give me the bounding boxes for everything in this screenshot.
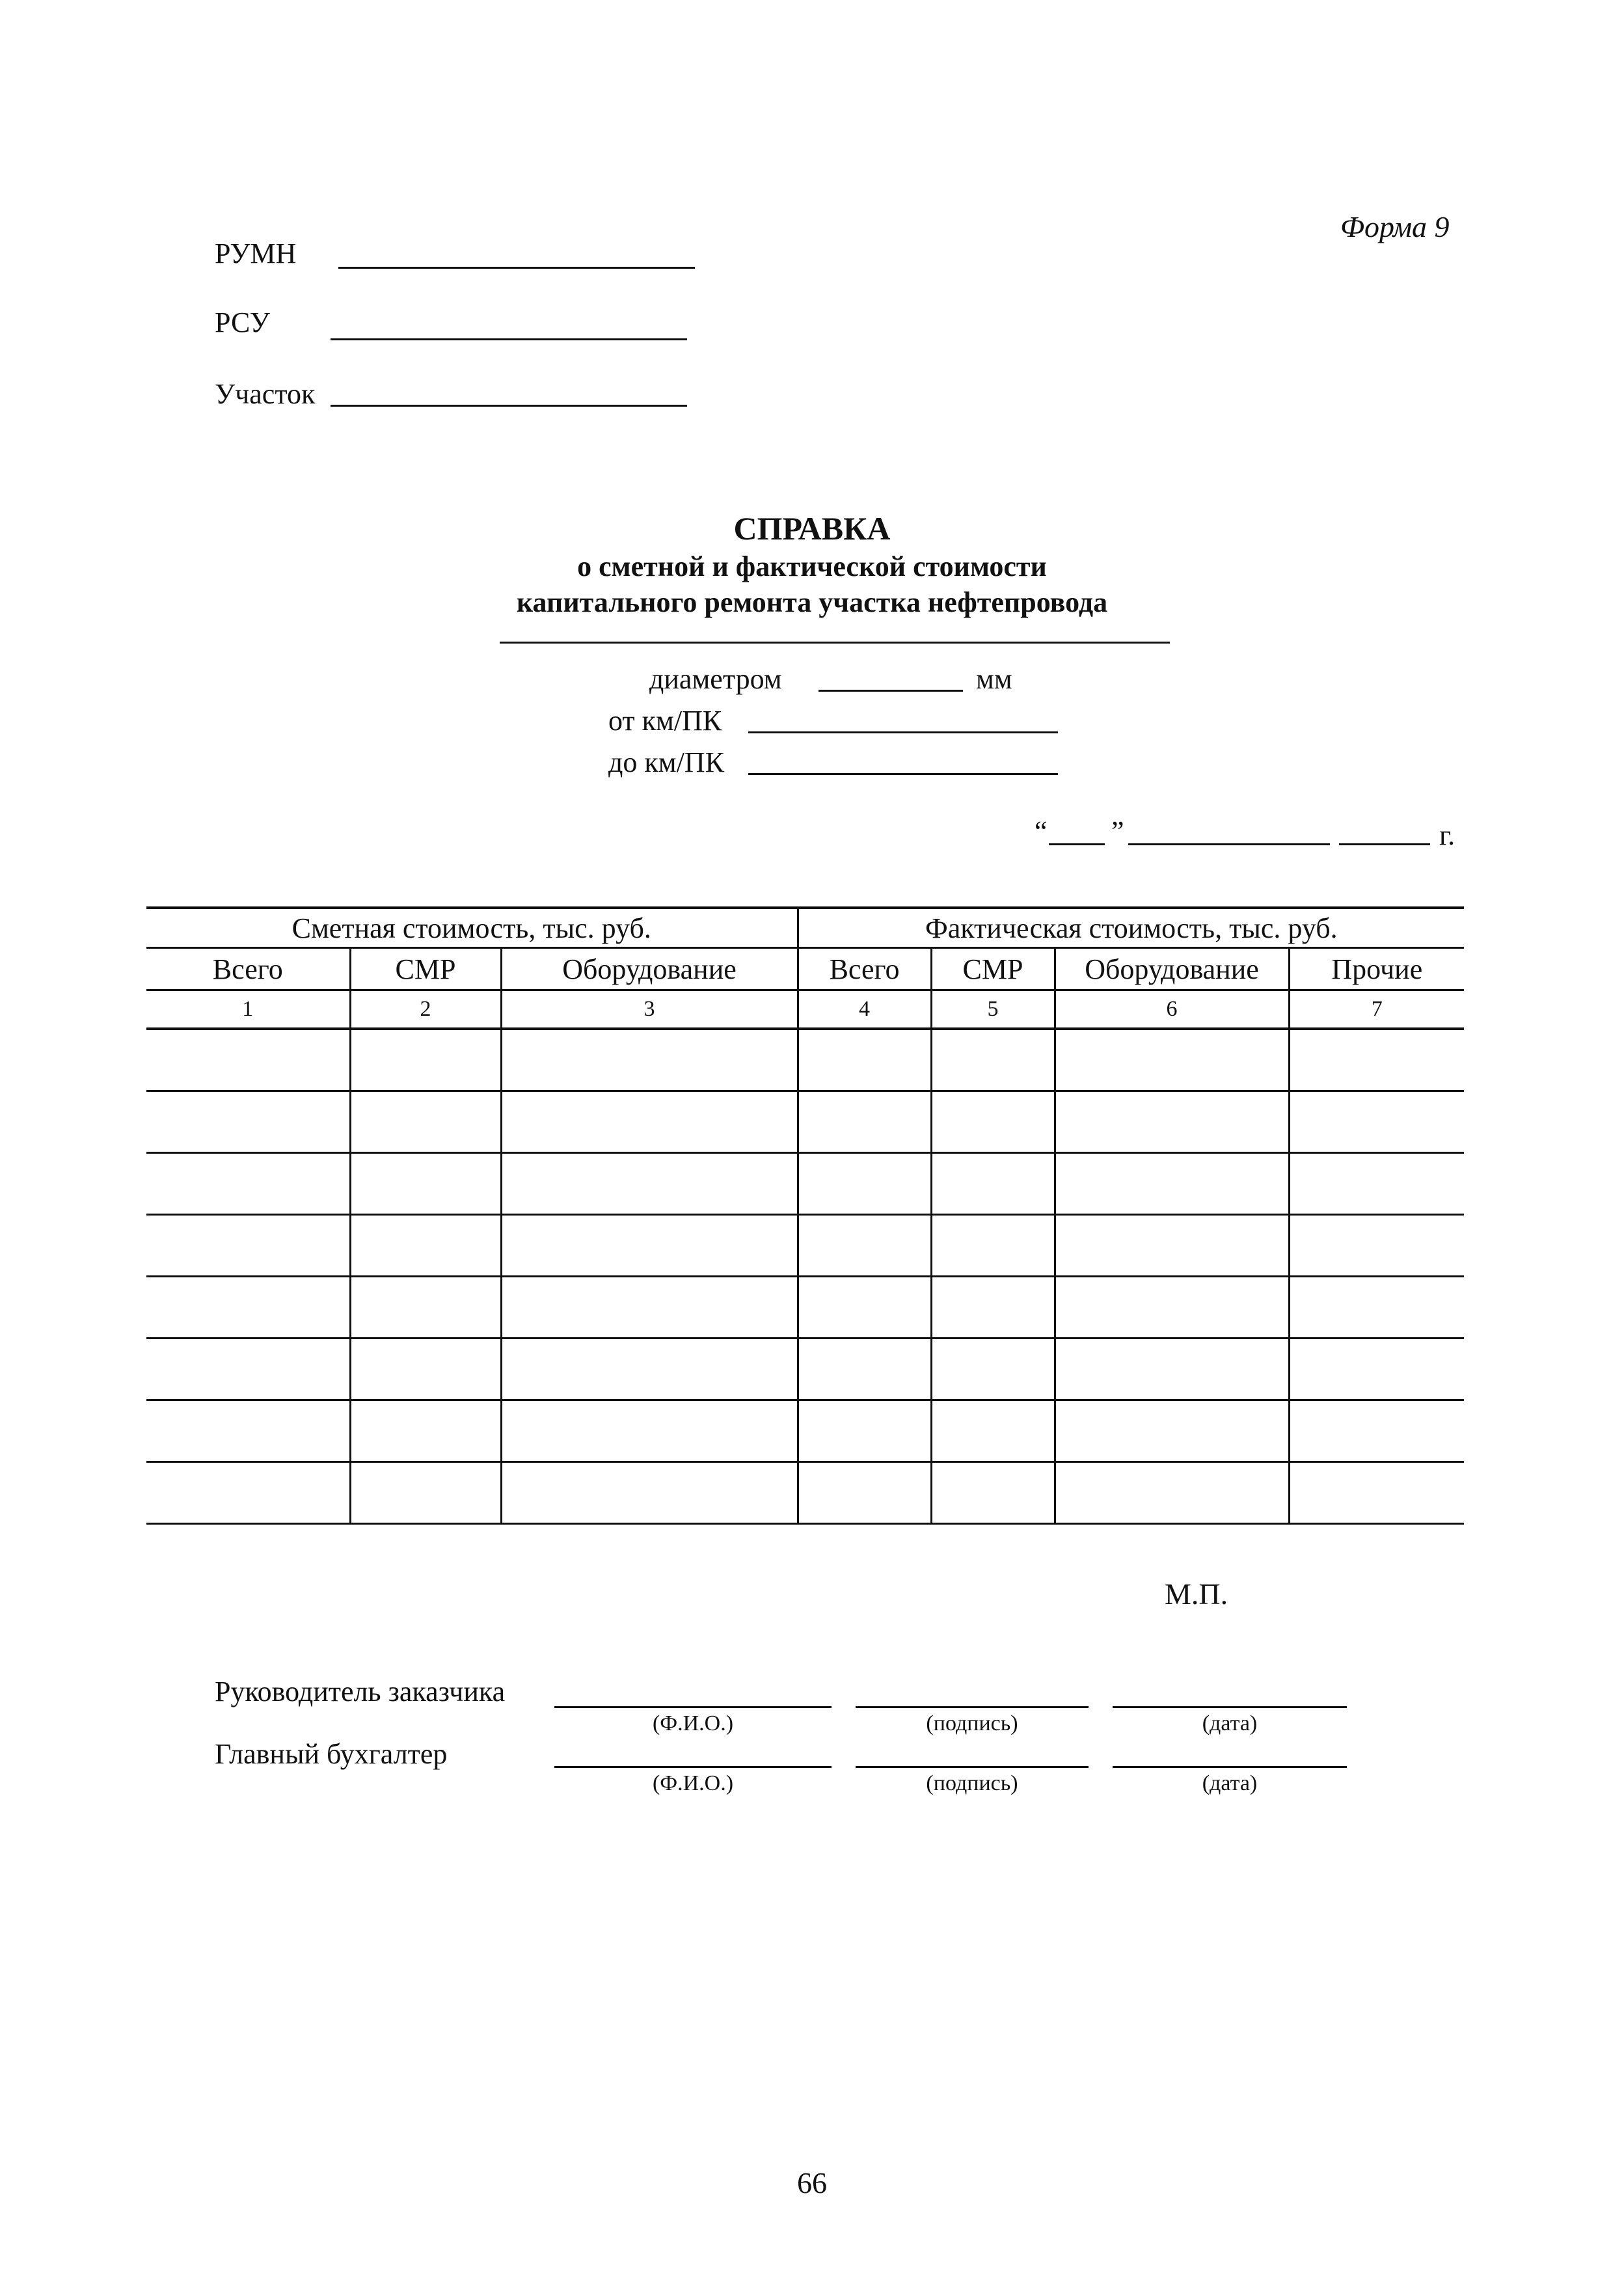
- form-number: Форма 9: [1340, 210, 1450, 243]
- diameter-field[interactable]: [819, 690, 963, 692]
- table-cell[interactable]: [1055, 1091, 1289, 1153]
- date-year-suffix: г.: [1439, 819, 1455, 851]
- date-open-quote: “: [1035, 815, 1048, 847]
- table-cell[interactable]: [798, 1462, 931, 1524]
- table-row: [146, 1462, 1464, 1524]
- table-cell[interactable]: [146, 1215, 350, 1277]
- section-label: Участок: [215, 378, 316, 410]
- table-cell[interactable]: [1289, 1462, 1464, 1524]
- document-title: СПРАВКА: [733, 510, 891, 547]
- table-cell[interactable]: [1055, 1215, 1289, 1277]
- column-number: 7: [1289, 990, 1464, 1029]
- table-cell[interactable]: [501, 1091, 798, 1153]
- date-month-field[interactable]: [1128, 843, 1330, 845]
- table-cell[interactable]: [1289, 1091, 1464, 1153]
- accountant-fio-caption: (Ф.И.О.): [652, 1771, 734, 1795]
- table-row: [146, 1339, 1464, 1400]
- to-km-field[interactable]: [748, 773, 1058, 775]
- from-km-field[interactable]: [748, 731, 1058, 733]
- table-cell[interactable]: [798, 1153, 931, 1215]
- head-signature-field[interactable]: [856, 1706, 1089, 1708]
- column-number: 1: [146, 990, 350, 1029]
- estimated-cost-header: Сметная стоимость, тыс. руб.: [146, 908, 798, 948]
- accountant-signature-caption: (подпись): [926, 1771, 1018, 1795]
- table-column-header-row: [146, 948, 1464, 990]
- date-day-field[interactable]: [1049, 843, 1105, 845]
- actual-cost-header: Фактическая стоимость, тыс. руб.: [798, 908, 1464, 948]
- table-cell[interactable]: [1055, 1339, 1289, 1400]
- document-subtitle-line1: о сметной и фактической стоимости: [577, 551, 1047, 582]
- column-number: 3: [501, 990, 798, 1029]
- table-cell[interactable]: [931, 1462, 1055, 1524]
- table-cell[interactable]: [350, 1215, 501, 1277]
- accountant-fio-field[interactable]: [554, 1766, 832, 1768]
- table-row: [146, 1091, 1464, 1153]
- to-km-label: до км/ПК: [608, 746, 724, 778]
- table-column-number-row: [146, 990, 1464, 1029]
- pipeline-name-field[interactable]: [500, 642, 1170, 644]
- table-cell[interactable]: [350, 1462, 501, 1524]
- column-header-smr-actual: СМР: [931, 948, 1055, 990]
- table-cell[interactable]: [501, 1462, 798, 1524]
- column-header-equipment-actual: Оборудование: [1055, 948, 1289, 990]
- accountant-date-field[interactable]: [1113, 1766, 1347, 1768]
- rumn-field[interactable]: [338, 267, 695, 269]
- table-cell[interactable]: [146, 1029, 350, 1091]
- date-year-field[interactable]: [1339, 843, 1430, 845]
- document-subtitle-line2: капитального ремонта участка нефтепровода: [516, 586, 1108, 618]
- head-of-customer-label: Руководитель заказчика: [215, 1676, 506, 1707]
- column-number: 4: [798, 990, 931, 1029]
- table-cell[interactable]: [931, 1091, 1055, 1153]
- accountant-signature-field[interactable]: [856, 1766, 1089, 1768]
- page-number: 66: [797, 2166, 827, 2199]
- table-cell[interactable]: [501, 1400, 798, 1462]
- column-header-smr-estimated: СМР: [350, 948, 501, 990]
- head-fio-caption: (Ф.И.О.): [652, 1711, 734, 1735]
- table-row: [146, 1029, 1464, 1091]
- table-cell[interactable]: [931, 1029, 1055, 1091]
- table-group-header-row: [146, 908, 1464, 948]
- table-cell[interactable]: [931, 1215, 1055, 1277]
- table-cell[interactable]: [1289, 1277, 1464, 1339]
- table-cell[interactable]: [350, 1277, 501, 1339]
- chief-accountant-label: Главный бухгалтер: [215, 1738, 448, 1770]
- head-signature-caption: (подпись): [926, 1711, 1018, 1735]
- table-cell[interactable]: [1289, 1153, 1464, 1215]
- diameter-label: диаметром: [649, 663, 782, 695]
- table-cell[interactable]: [1055, 1153, 1289, 1215]
- table-cell[interactable]: [798, 1091, 931, 1153]
- diameter-unit: мм: [976, 663, 1012, 695]
- rsu-field[interactable]: [331, 338, 687, 340]
- table-cell[interactable]: [146, 1277, 350, 1339]
- table-cell[interactable]: [1289, 1029, 1464, 1091]
- table-row: [146, 1277, 1464, 1339]
- table-cell[interactable]: [1289, 1339, 1464, 1400]
- date-close-quote: ”: [1111, 815, 1124, 847]
- table-row: [146, 1215, 1464, 1277]
- accountant-date-caption: (дата): [1202, 1771, 1258, 1795]
- rsu-label: РСУ: [215, 306, 270, 338]
- from-km-label: от км/ПК: [608, 705, 722, 737]
- table-cell[interactable]: [1289, 1400, 1464, 1462]
- table-cell[interactable]: [146, 1091, 350, 1153]
- table-cell[interactable]: [1055, 1029, 1289, 1091]
- table-row: [146, 1400, 1464, 1462]
- table-row: [146, 1153, 1464, 1215]
- table-cell[interactable]: [1289, 1215, 1464, 1277]
- table-cell[interactable]: [350, 1091, 501, 1153]
- table-cell[interactable]: [501, 1277, 798, 1339]
- table-cell[interactable]: [350, 1029, 501, 1091]
- table-cell[interactable]: [1055, 1400, 1289, 1462]
- head-fio-field[interactable]: [554, 1706, 832, 1708]
- column-number: 6: [1055, 990, 1289, 1029]
- table-cell[interactable]: [501, 1029, 798, 1091]
- table-cell[interactable]: [1055, 1462, 1289, 1524]
- table-cell[interactable]: [931, 1277, 1055, 1339]
- table-cell[interactable]: [501, 1339, 798, 1400]
- table-cell[interactable]: [350, 1339, 501, 1400]
- column-header-other-actual: Прочие: [1289, 948, 1464, 990]
- table-cell[interactable]: [798, 1215, 931, 1277]
- head-date-field[interactable]: [1113, 1706, 1347, 1708]
- column-header-total-estimated: Всего: [146, 948, 350, 990]
- column-header-equipment-estimated: Оборудование: [501, 948, 798, 990]
- column-number: 2: [350, 990, 501, 1029]
- table-cell[interactable]: [798, 1277, 931, 1339]
- table-cell[interactable]: [146, 1400, 350, 1462]
- head-date-caption: (дата): [1202, 1711, 1258, 1735]
- table-cell[interactable]: [350, 1153, 501, 1215]
- table-cell[interactable]: [146, 1153, 350, 1215]
- table-cell[interactable]: [1055, 1277, 1289, 1339]
- cost-table: [146, 906, 1464, 1525]
- stamp-place-label: М.П.: [1165, 1577, 1228, 1611]
- table-cell[interactable]: [798, 1400, 931, 1462]
- table-cell[interactable]: [931, 1339, 1055, 1400]
- table-cell[interactable]: [501, 1153, 798, 1215]
- table-cell[interactable]: [798, 1339, 931, 1400]
- table-cell[interactable]: [146, 1339, 350, 1400]
- cost-table-wrapper: [146, 906, 1464, 1525]
- rumn-label: РУМН: [215, 238, 297, 269]
- table-cell[interactable]: [146, 1462, 350, 1524]
- table-cell[interactable]: [798, 1029, 931, 1091]
- table-cell[interactable]: [501, 1215, 798, 1277]
- table-cell[interactable]: [350, 1400, 501, 1462]
- table-cell[interactable]: [931, 1400, 1055, 1462]
- column-header-total-actual: Всего: [798, 948, 931, 990]
- table-cell[interactable]: [931, 1153, 1055, 1215]
- section-field[interactable]: [331, 405, 687, 407]
- column-number: 5: [931, 990, 1055, 1029]
